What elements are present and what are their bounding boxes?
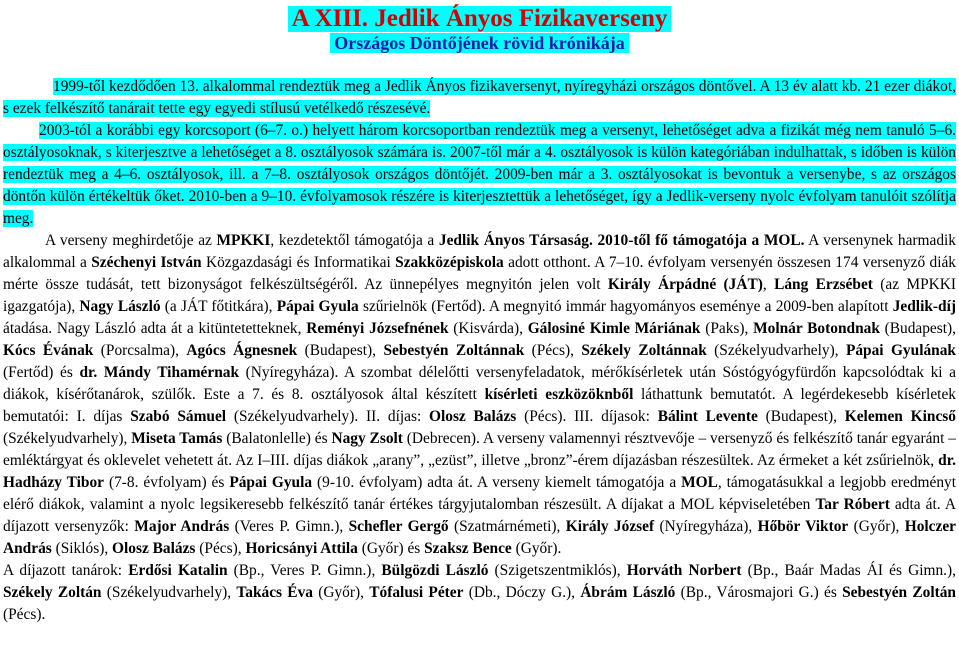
text-run: (Székelyudvarhely), — [101, 584, 237, 601]
text-run: , támogatásukkal a legjobb eredményt elérő diákok, valamint a nyolc legsikeresebb felkészítő tanár értékes tárgyjutalomban részesült. A díjakat a MOL képviseletében — [3, 474, 956, 513]
text-run: (Porcsalma), — [93, 342, 187, 359]
text-run: (Balatonlelle) és — [222, 430, 332, 447]
bold-text-run: Kelemen Kincső — [844, 408, 956, 425]
bold-text-run: Olosz Balázs — [112, 540, 196, 557]
text-run: (Nyíregyháza), — [654, 518, 758, 535]
title-block — [0, 0, 959, 54]
text-run: (Db., Dóczy G.), — [463, 584, 581, 601]
text-run: (Pécs). III. díjasok: — [516, 408, 658, 425]
bold-text-run: Erdősi Katalin — [128, 562, 228, 579]
bold-text-run: Király Árpádné (JÁT) — [607, 276, 763, 293]
text-run: átadása. Nagy László adta át a kitüntetetteknek, — [3, 320, 307, 337]
text-run: (Kisvárda), — [448, 320, 528, 337]
text-run: (Budapest), — [757, 408, 845, 425]
text-run: (Bp., Veres P. Gimn.), — [227, 562, 382, 579]
bold-text-run: Kócs Évának — [3, 342, 94, 359]
bold-text-run: Széchenyi István — [91, 254, 202, 271]
bold-text-run: Király József — [565, 518, 655, 535]
bold-text-run: Bálint Levente — [657, 408, 758, 425]
text-run: 2003-tól a korábbi egy korcsoport (6–7. o.) helyett három korcsoportban rendeztük meg a versenyt, lehetőséget adva a fizikát még nem tanuló 5–6. osztályosoknak, s kiterjesztve a lehetőséget a 8. osztályosok számára is. 2007-től már a 4. osztályosok is külön kategóriában indulhattak, s időben is külön rendeztük meg a 4–6. osztályosok, ill. a 7–8. osztályosok országos döntőjét. 2009-ben már a 3. osztályosokat is bevontuk a versenybe, s az országos döntőn külön értékeltük őket. 2010-ben a 9–10. évfolyamosok részére is kiterjesztettük a lehetőséget, így a Jedlik-verseny nyolc évfolyam tanulóit szólítja meg. — [3, 122, 956, 227]
text-run: A díjazott tanárok: — [3, 562, 129, 579]
bold-text-run: Miseta Tamás — [131, 430, 223, 447]
text-run: (Budapest), — [879, 320, 957, 337]
bold-text-run: Jedlik Ányos Társaság. 2010-től fő támogatója a MOL. — [438, 232, 805, 249]
text-run: adott otthont. A 7–10. évfolyam versenyén összesen 174 versenyző diák mérte össze tudását, tett bizonyságot felkészültségéről. Az ünnepélyes megnyitón jelen volt — [3, 254, 956, 293]
text-run: (Veres P. Gimn.), — [229, 518, 349, 535]
bold-text-run: Horicsányi Attila — [245, 540, 358, 557]
text-run: (Győr), — [848, 518, 905, 535]
bold-text-run: MPKKI — [216, 232, 271, 249]
text-run: (a JÁT főtitkára), — [160, 298, 277, 315]
text-run: (Győr). — [511, 540, 562, 557]
text-run: , — [762, 276, 775, 293]
bold-text-run: Molnár Botondnak — [753, 320, 880, 337]
text-run: (Paks), — [700, 320, 754, 337]
bold-text-run: Bülgözdi László — [381, 562, 489, 579]
text-run: (Siklós), — [51, 540, 113, 557]
bold-text-run: Takács Éva — [236, 584, 313, 601]
text-run: (Pécs), — [524, 342, 582, 359]
bold-text-run: Agócs Ágnesnek — [186, 342, 298, 359]
bold-text-run: Horváth Norbert — [626, 562, 742, 579]
text-run: (az MPKKI igazgatója), — [3, 276, 957, 315]
bold-text-run: Székely Zoltán — [3, 584, 102, 601]
text-run: , kezdetektől támogatója a — [270, 232, 439, 249]
text-run: (Székelyudvarhely). II. díjas: — [226, 408, 429, 425]
text-run: (Szatmárnémeti), — [448, 518, 566, 535]
bold-text-run: Láng Erzsébet — [774, 276, 873, 293]
bold-text-run: Reményi Józsefnének — [306, 320, 449, 337]
bold-text-run: Major András — [134, 518, 230, 535]
bold-text-run: Olosz Balázs — [429, 408, 517, 425]
bold-text-run: Tar Róbert — [815, 496, 890, 513]
bold-text-run: Székely Zoltánnak — [581, 342, 707, 359]
document-body — [3, 76, 956, 626]
paragraph — [3, 230, 956, 560]
text-run: (Szigetszentmiklós), — [488, 562, 627, 579]
bold-text-run: Pápai Gyula — [229, 474, 313, 491]
text-run: (Pécs). — [3, 606, 46, 623]
bold-text-run: Tófalusi Péter — [369, 584, 464, 601]
bold-text-run: Szabó Sámuel — [130, 408, 227, 425]
text-run: (Bp., Baár Madas ÁI és Gimn.), — [741, 562, 956, 579]
document-subtitle: Országos Döntőjének rövid krónikája — [330, 33, 629, 53]
bold-text-run: dr. Hadházy Tibor — [3, 452, 956, 491]
bold-text-run: Gálosiné Kimle Máriának — [527, 320, 701, 337]
bold-text-run: Ábrám László — [580, 584, 676, 601]
bold-text-run: Pápai Gyulának — [845, 342, 956, 359]
bold-text-run: Szakközépiskola — [395, 254, 504, 271]
text-run: Közgazdasági és Informatikai — [201, 254, 396, 271]
text-run: (Debrecen). A verseny valamennyi résztvevője – versenyző és felkészítő tanár egyaránt – emléktárgyat és oklevelet vehetett át. Az I–III. díjas diákok „arany”, „ezüst”, illetve „bronz”-érem díjazásban részesültek. Az érmeket a két zsűrielnök, — [3, 430, 956, 469]
text-run: 1999-től kezdődően 13. alkalommal rendeztük meg a Jedlik Ányos fizikaversenyt, nyíregyházi országos döntővel. A 13 év alatt kb. 21 ezer diákot, s ezek felkészítő tanárait tette egy egyedi stílusú vetélkedő részesévé. — [3, 78, 956, 117]
document-title: A XIII. Jedlik Ányos Fizikaverseny — [288, 6, 672, 32]
text-run: A verseny meghirdetője az — [45, 232, 217, 249]
text-run: A versenynek harmadik alkalommal a — [3, 232, 956, 271]
bold-text-run: Nagy Zsolt — [331, 430, 403, 447]
bold-text-run: kísérleti eszközöknből — [484, 386, 634, 403]
bold-text-run: Pápai Gyula — [276, 298, 359, 315]
bold-text-run: Schefler Gergő — [348, 518, 449, 535]
text-run: (Nyíregyháza). A szombat délelőtti versenyfeladatok, mérőkísérletek után Sóstógyógyfürdőn kapcsolódtak ki a diákok, kísérőtanárok, szülők. Este a 7. és 8. osztályosok által készített — [3, 364, 956, 403]
text-run: szűrielnök (Fertőd). A megnyitó immár hagyományos eseménye a 2009-ben alapított — [358, 298, 893, 315]
bold-text-run: dr. Mándy Tihamérnak — [79, 364, 240, 381]
text-run: (Győr) és — [357, 540, 425, 557]
text-run: adta át. A díjazott versenyzők: — [3, 496, 956, 535]
bold-text-run: MOL — [681, 474, 718, 491]
bold-text-run: Sebestyén Zoltán — [842, 584, 956, 601]
text-run: láthattunk bemutatót. A legérdekesebb kísérletek bemutatói: I. díjas — [3, 386, 956, 425]
paragraph — [3, 76, 956, 120]
bold-text-run: Szaksz Bence — [424, 540, 512, 557]
text-run: (Budapest), — [297, 342, 384, 359]
bold-text-run: Jedlik-díj — [892, 298, 956, 315]
text-run: (Bp., Városmajori G.) és — [675, 584, 843, 601]
paragraph — [3, 560, 956, 626]
bold-text-run: Holczer András — [3, 518, 957, 557]
bold-text-run: Hőbör Viktor — [757, 518, 849, 535]
text-run: (Győr), — [312, 584, 370, 601]
bold-text-run: Nagy László — [79, 298, 161, 315]
bold-text-run: Sebestyén Zoltánnak — [383, 342, 525, 359]
text-run: (7-8. évfolyam) és — [104, 474, 230, 491]
text-run: (9-10. évfolyam) adta át. A verseny kiemelt támogatója a — [312, 474, 682, 491]
text-run: (Székelyudvarhely), — [3, 430, 132, 447]
text-run: (Pécs), — [195, 540, 246, 557]
paragraph — [3, 120, 956, 230]
text-run: (Fertőd) és — [3, 364, 80, 381]
text-run: (Székelyudvarhely), — [706, 342, 846, 359]
